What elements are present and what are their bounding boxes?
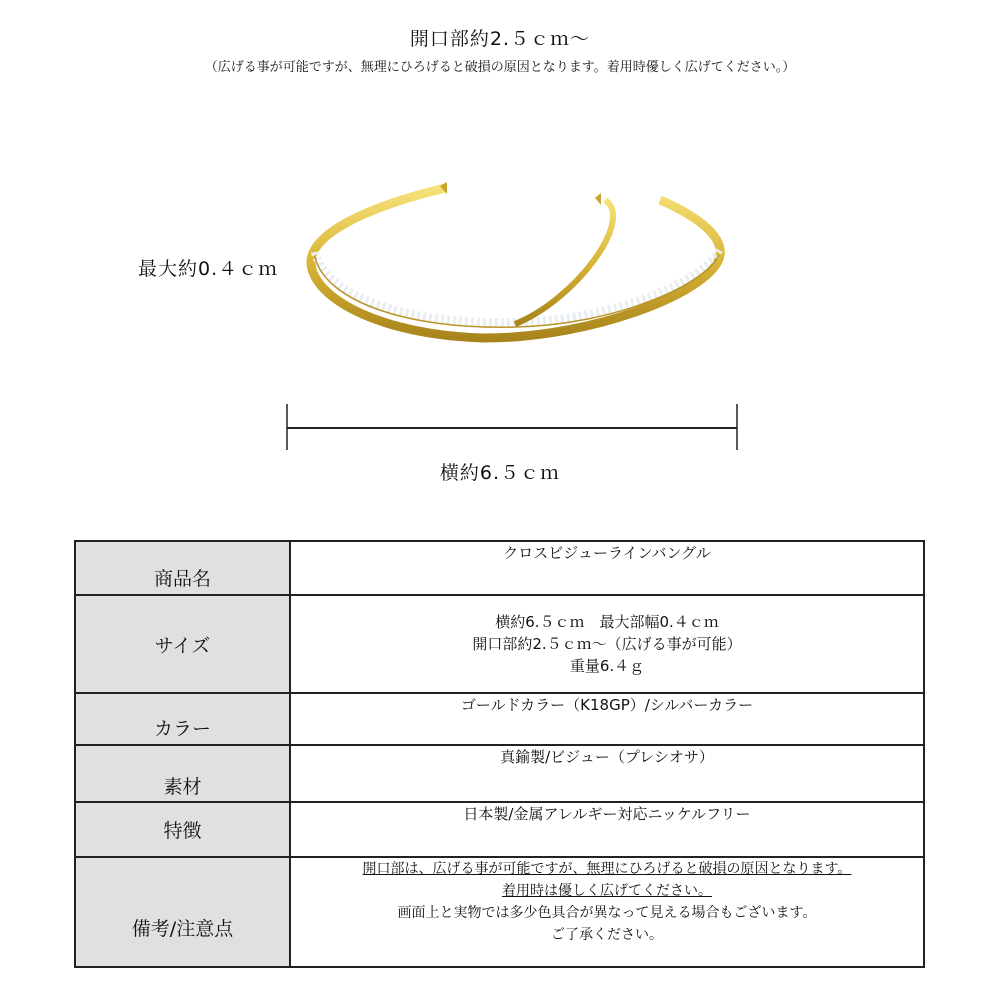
opening-note: （広げる事が可能ですが、無理にひろげると破損の原因となります。着用時優しく広げてください。） xyxy=(204,60,796,75)
material-label: 素材 xyxy=(163,776,202,798)
opening-title: 開口部約2.５ｃｍ〜 xyxy=(409,28,591,50)
spec-row-color xyxy=(75,693,924,745)
size-line: 重量6.４ｇ xyxy=(569,657,645,675)
spec-row-feature xyxy=(75,802,924,857)
bangle-inner-band xyxy=(515,200,613,324)
name-value: クロスビジューラインバングル xyxy=(290,541,924,595)
length-dimension-line xyxy=(286,404,738,452)
notes-line: 画面上と実物では多少色具合が異なって見える場合もございます。 xyxy=(397,905,817,921)
notes-label: 備考/注意点 xyxy=(131,917,234,940)
color-value: ゴールドカラー（K18GP）/シルバーカラー xyxy=(290,693,924,745)
spec-table xyxy=(74,540,925,968)
bangle-right-tip xyxy=(595,193,601,205)
spec-row-material xyxy=(75,745,924,802)
size-value xyxy=(290,595,924,693)
spec-row-name xyxy=(75,541,924,595)
size-line: 開口部約2.５ｃｍ〜（広げる事が可能） xyxy=(472,635,742,653)
length-label: 横約6.５ｃｍ xyxy=(439,462,561,484)
size-label: サイズ xyxy=(154,634,211,657)
bangle-stone-band xyxy=(315,250,719,322)
spec-row-size xyxy=(75,595,924,693)
feature-label: 特徴 xyxy=(163,820,202,842)
bangle-photo xyxy=(295,160,735,360)
bangle-plain-band xyxy=(311,188,720,338)
notes-line: ご了承ください。 xyxy=(551,927,663,943)
feature-value: 日本製/金属アレルギー対応ニッケルフリー xyxy=(290,802,924,857)
color-label: カラー xyxy=(153,717,211,740)
max-width-label: 最大約0.４ｃｍ xyxy=(138,258,279,280)
notes-value xyxy=(290,857,924,967)
notes-line: 着用時は優しく広げてください。 xyxy=(502,883,712,899)
material-value: 真鍮製/ビジュー（プレシオサ） xyxy=(290,745,924,802)
size-line: 横約6.５ｃｍ 最大部幅0.４ｃｍ xyxy=(495,613,719,631)
notes-line: 開口部は、広げる事が可能ですが、無理にひろげると破損の原因となります。 xyxy=(362,861,852,877)
spec-row-notes xyxy=(75,857,924,967)
name-label: 商品名 xyxy=(153,567,211,590)
